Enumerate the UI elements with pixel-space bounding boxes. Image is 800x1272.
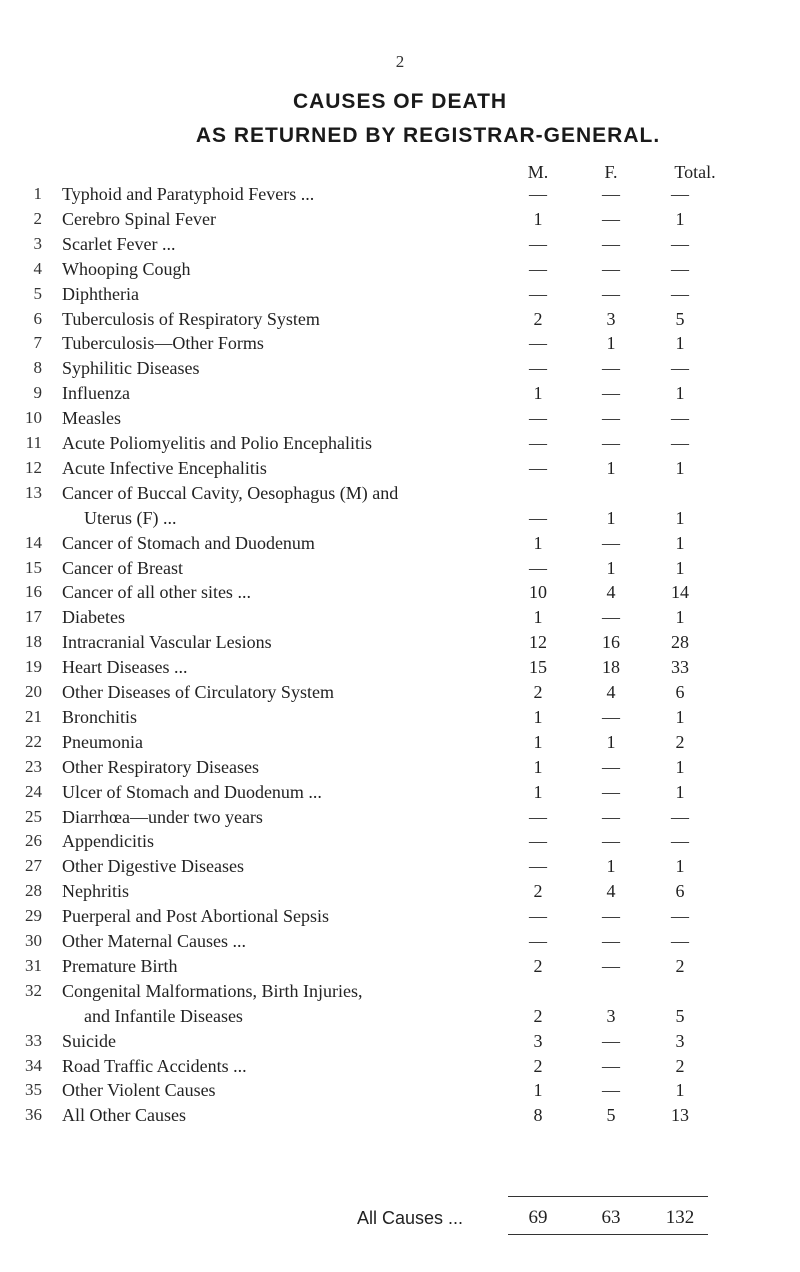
female-count: — xyxy=(602,433,620,453)
cause-label: Acute Infective Encephalitis xyxy=(62,457,267,478)
table-row xyxy=(0,780,800,804)
cause-label: Syphilitic Diseases xyxy=(62,358,200,379)
table-row xyxy=(0,456,800,480)
male-count: — xyxy=(529,457,547,478)
row-number: 28 xyxy=(25,881,42,901)
table-row xyxy=(0,331,800,355)
table-row xyxy=(0,431,800,455)
table-row xyxy=(0,605,800,629)
table-row xyxy=(0,207,800,231)
header-female: F. xyxy=(604,162,618,182)
row-number: 30 xyxy=(25,931,42,950)
total-count: — xyxy=(671,906,689,927)
total-count: — xyxy=(671,184,689,204)
row-number: 2 xyxy=(33,208,42,228)
female-count: 4 xyxy=(606,682,616,702)
total-count: 2 xyxy=(675,1055,685,1076)
total-count: — xyxy=(671,283,689,304)
table-row xyxy=(0,182,800,206)
cause-label: Cerebro Spinal Fever xyxy=(62,208,216,229)
row-number: 8 xyxy=(33,358,42,378)
total-count: — xyxy=(671,931,689,951)
male-count: 1 xyxy=(533,756,543,777)
cause-label: Other Maternal Causes ... xyxy=(62,931,246,951)
male-count: 2 xyxy=(533,308,543,329)
cause-label: Uterus (F) ... xyxy=(84,507,177,528)
row-number: 18 xyxy=(25,632,42,652)
female-count: 1 xyxy=(606,333,616,354)
male-count: 8 xyxy=(533,1105,543,1126)
female-count: 4 xyxy=(606,881,616,902)
table-row xyxy=(0,481,800,505)
table-row xyxy=(0,904,800,928)
table-row xyxy=(0,755,800,779)
row-number: 17 xyxy=(25,607,42,627)
total-count: 5 xyxy=(675,1005,685,1026)
row-number: 25 xyxy=(25,806,42,826)
table-row xyxy=(0,805,800,829)
cause-label: Diphtheria xyxy=(62,283,139,304)
male-count: — xyxy=(529,358,547,379)
table-row xyxy=(0,1029,800,1053)
male-count: 2 xyxy=(533,881,543,902)
total-count: 33 xyxy=(671,657,689,678)
total-count: 2 xyxy=(675,731,685,752)
cause-label: Other Digestive Diseases xyxy=(62,856,244,877)
table-row xyxy=(0,829,800,853)
cause-label: Cancer of all other sites ... xyxy=(62,582,251,603)
total-count: 14 xyxy=(671,582,689,603)
row-number: 23 xyxy=(25,756,42,776)
cause-label: Pneumonia xyxy=(62,731,143,752)
table-row xyxy=(0,506,800,530)
table-row xyxy=(0,282,800,306)
total-rule-bottom xyxy=(508,1234,708,1235)
male-count: 10 xyxy=(529,582,547,603)
cause-label: Ulcer of Stomach and Duodenum ... xyxy=(62,781,322,802)
cause-label: Measles xyxy=(62,408,121,429)
row-number: 27 xyxy=(25,856,42,876)
female-count: — xyxy=(602,1080,620,1101)
cause-label: Tuberculosis of Respiratory System xyxy=(62,308,320,329)
total-count: — xyxy=(671,831,689,852)
female-count: 18 xyxy=(602,657,620,678)
cause-label: Diabetes xyxy=(62,607,125,628)
cause-label: All Other Causes xyxy=(62,1105,186,1126)
row-number: 9 xyxy=(33,383,42,403)
female-count: — xyxy=(602,931,620,951)
total-count: — xyxy=(671,433,689,453)
cause-label: Intracranial Vascular Lesions xyxy=(62,632,272,653)
female-count: — xyxy=(602,233,620,254)
male-count: 1 xyxy=(533,1080,543,1101)
male-count: 3 xyxy=(533,1030,543,1051)
table-row xyxy=(0,1054,800,1078)
table-row xyxy=(0,655,800,679)
table-row xyxy=(0,1103,800,1127)
female-count: 1 xyxy=(606,856,616,877)
cause-label: Suicide xyxy=(62,1030,116,1051)
row-number: 1 xyxy=(33,184,42,203)
male-count: — xyxy=(529,856,547,877)
row-number: 22 xyxy=(25,731,42,751)
total-count: 1 xyxy=(675,756,685,777)
total-count: — xyxy=(671,408,689,429)
total-count: 1 xyxy=(675,557,685,578)
total-rule-top xyxy=(508,1196,708,1197)
cause-label: Typhoid and Paratyphoid Fevers ... xyxy=(62,184,315,204)
total-count: — xyxy=(671,233,689,254)
total-label: All Causes ... xyxy=(357,1208,464,1228)
female-count: — xyxy=(602,1030,620,1051)
male-count: 1 xyxy=(533,532,543,553)
female-count: — xyxy=(602,706,620,727)
row-number: 6 xyxy=(33,308,42,328)
table-row xyxy=(0,531,800,555)
total-count: 1 xyxy=(675,1080,685,1101)
female-count: 16 xyxy=(602,632,620,653)
header-total: Total. xyxy=(674,162,716,182)
cause-label: Appendicitis xyxy=(62,831,154,852)
table-row xyxy=(0,979,800,1003)
male-count: 1 xyxy=(533,383,543,404)
table-row xyxy=(0,1078,800,1102)
row-number: 31 xyxy=(25,955,42,975)
female-count: 1 xyxy=(606,731,616,752)
table-row xyxy=(0,680,800,704)
female-count: 1 xyxy=(606,557,616,578)
row-number: 35 xyxy=(25,1080,42,1100)
row-number: 15 xyxy=(25,557,42,577)
female-count: — xyxy=(602,283,620,304)
cause-label: and Infantile Diseases xyxy=(84,1005,243,1026)
table-row xyxy=(0,356,800,380)
total-count: 6 xyxy=(675,682,685,702)
female-count: — xyxy=(602,831,620,852)
row-number: 29 xyxy=(25,906,42,926)
total-count: 1 xyxy=(675,457,685,478)
female-count: — xyxy=(602,607,620,628)
row-number: 7 xyxy=(33,333,42,353)
row-number: 24 xyxy=(25,781,42,801)
table-row xyxy=(0,556,800,580)
total-count: 5 xyxy=(675,308,685,329)
female-count: 1 xyxy=(606,457,616,478)
total-count: — xyxy=(671,258,689,279)
male-count: 2 xyxy=(533,955,543,976)
row-number: 33 xyxy=(25,1030,42,1050)
row-number: 5 xyxy=(33,283,42,303)
male-count: — xyxy=(529,806,547,827)
header-male: M. xyxy=(527,162,549,182)
page-title: CAUSES OF DEATH xyxy=(292,90,508,113)
total-count: 1 xyxy=(675,383,685,404)
total-count: 2 xyxy=(675,955,685,976)
row-number: 34 xyxy=(25,1055,42,1075)
row-number: 4 xyxy=(33,258,42,278)
table-row xyxy=(0,232,800,256)
male-count: 12 xyxy=(529,632,547,653)
total-count: 1 xyxy=(675,208,685,229)
table-row xyxy=(0,730,800,754)
female-count: — xyxy=(602,358,620,379)
cause-label: Other Violent Causes xyxy=(62,1080,216,1101)
cause-label: Cancer of Buccal Cavity, Oesophagus (M) and xyxy=(62,482,399,503)
male-count: — xyxy=(529,831,547,852)
female-count: 5 xyxy=(606,1105,616,1126)
row-number: 19 xyxy=(25,657,42,677)
total-count: 13 xyxy=(671,1105,689,1126)
table-row xyxy=(0,929,800,953)
table-row xyxy=(0,406,800,430)
total-count: 1 xyxy=(675,507,685,528)
cause-label: Premature Birth xyxy=(62,955,178,976)
total-male: 69 xyxy=(528,1207,548,1228)
female-count: 3 xyxy=(606,308,616,329)
cause-label: Other Diseases of Circulatory System xyxy=(62,682,334,702)
male-count: — xyxy=(529,258,547,279)
total-row xyxy=(0,1206,800,1230)
male-count: 1 xyxy=(533,731,543,752)
row-number: 20 xyxy=(25,682,42,701)
row-number: 32 xyxy=(25,980,42,1000)
male-count: — xyxy=(529,233,547,254)
cause-label: Diarrhœa—under two years xyxy=(62,806,263,827)
female-count: — xyxy=(602,408,620,429)
table-row xyxy=(0,879,800,903)
cause-label: Other Respiratory Diseases xyxy=(62,756,259,777)
total-female: 63 xyxy=(601,1207,621,1228)
male-count: — xyxy=(529,433,547,453)
page-subtitle: AS RETURNED BY REGISTRAR-GENERAL. xyxy=(195,124,661,147)
male-count: 1 xyxy=(533,706,543,727)
male-count: 2 xyxy=(533,1005,543,1026)
male-count: 1 xyxy=(533,208,543,229)
female-count: — xyxy=(602,955,620,976)
male-count: — xyxy=(529,931,547,951)
row-number: 11 xyxy=(25,433,42,452)
female-count: — xyxy=(602,781,620,802)
female-count: — xyxy=(602,806,620,827)
cause-label: Congenital Malformations, Birth Injuries, xyxy=(62,980,363,1001)
table-row xyxy=(0,854,800,878)
male-count: — xyxy=(529,283,547,304)
male-count: — xyxy=(529,408,547,429)
cause-label: Road Traffic Accidents ... xyxy=(62,1055,247,1076)
female-count: — xyxy=(602,756,620,777)
male-count: 15 xyxy=(529,657,547,678)
cause-label: Cancer of Stomach and Duodenum xyxy=(62,532,315,553)
total-count: 1 xyxy=(675,856,685,877)
table-row xyxy=(0,705,800,729)
male-count: 1 xyxy=(533,781,543,802)
total-count: 28 xyxy=(671,632,689,653)
total-count: — xyxy=(671,358,689,379)
total-count: 6 xyxy=(675,881,685,902)
cause-label: Nephritis xyxy=(62,881,129,902)
male-count: — xyxy=(529,906,547,927)
male-count: — xyxy=(529,557,547,578)
table-row xyxy=(0,257,800,281)
female-count: — xyxy=(602,208,620,229)
total-count: 3 xyxy=(675,1030,685,1051)
total-count: 1 xyxy=(675,333,685,354)
cause-label: Whooping Cough xyxy=(62,258,191,279)
male-count: — xyxy=(529,184,547,204)
cause-label: Puerperal and Post Abortional Sepsis xyxy=(62,906,329,927)
row-number: 21 xyxy=(25,706,42,726)
female-count: — xyxy=(602,906,620,927)
cause-label: Tuberculosis—Other Forms xyxy=(62,333,264,354)
female-count: — xyxy=(602,258,620,279)
male-count: 2 xyxy=(533,1055,543,1076)
row-number: 10 xyxy=(25,408,42,428)
female-count: — xyxy=(602,532,620,553)
page-number: 2 xyxy=(395,52,405,71)
female-count: — xyxy=(602,184,620,204)
table-row xyxy=(0,1004,800,1028)
male-count: — xyxy=(529,333,547,354)
table-row xyxy=(0,381,800,405)
female-count: 3 xyxy=(606,1005,616,1026)
female-count: — xyxy=(602,383,620,404)
cause-label: Influenza xyxy=(62,383,130,404)
cause-label: Scarlet Fever ... xyxy=(62,233,176,254)
male-count: 2 xyxy=(533,682,543,702)
row-number: 3 xyxy=(33,233,42,253)
cause-label: Cancer of Breast xyxy=(62,557,183,578)
total-all: 132 xyxy=(665,1207,695,1228)
table-row xyxy=(0,630,800,654)
total-count: 1 xyxy=(675,532,685,553)
table-row xyxy=(0,580,800,604)
female-count: 1 xyxy=(606,507,616,528)
row-number: 36 xyxy=(25,1105,42,1125)
table-row xyxy=(0,954,800,978)
row-number: 16 xyxy=(25,582,42,602)
cause-label: Acute Poliomyelitis and Polio Encephalitis xyxy=(62,433,372,453)
table-row xyxy=(0,307,800,331)
cause-label: Bronchitis xyxy=(62,706,137,727)
total-count: 1 xyxy=(675,607,685,628)
total-count: 1 xyxy=(675,706,685,727)
total-count: — xyxy=(671,806,689,827)
female-count: — xyxy=(602,1055,620,1076)
female-count: 4 xyxy=(606,582,616,603)
cause-label: Heart Diseases ... xyxy=(62,657,188,678)
male-count: 1 xyxy=(533,607,543,628)
row-number: 12 xyxy=(25,457,42,477)
row-number: 26 xyxy=(25,831,42,851)
total-count: 1 xyxy=(675,781,685,802)
male-count: — xyxy=(529,507,547,528)
row-number: 13 xyxy=(25,482,42,502)
row-number: 14 xyxy=(25,532,42,552)
